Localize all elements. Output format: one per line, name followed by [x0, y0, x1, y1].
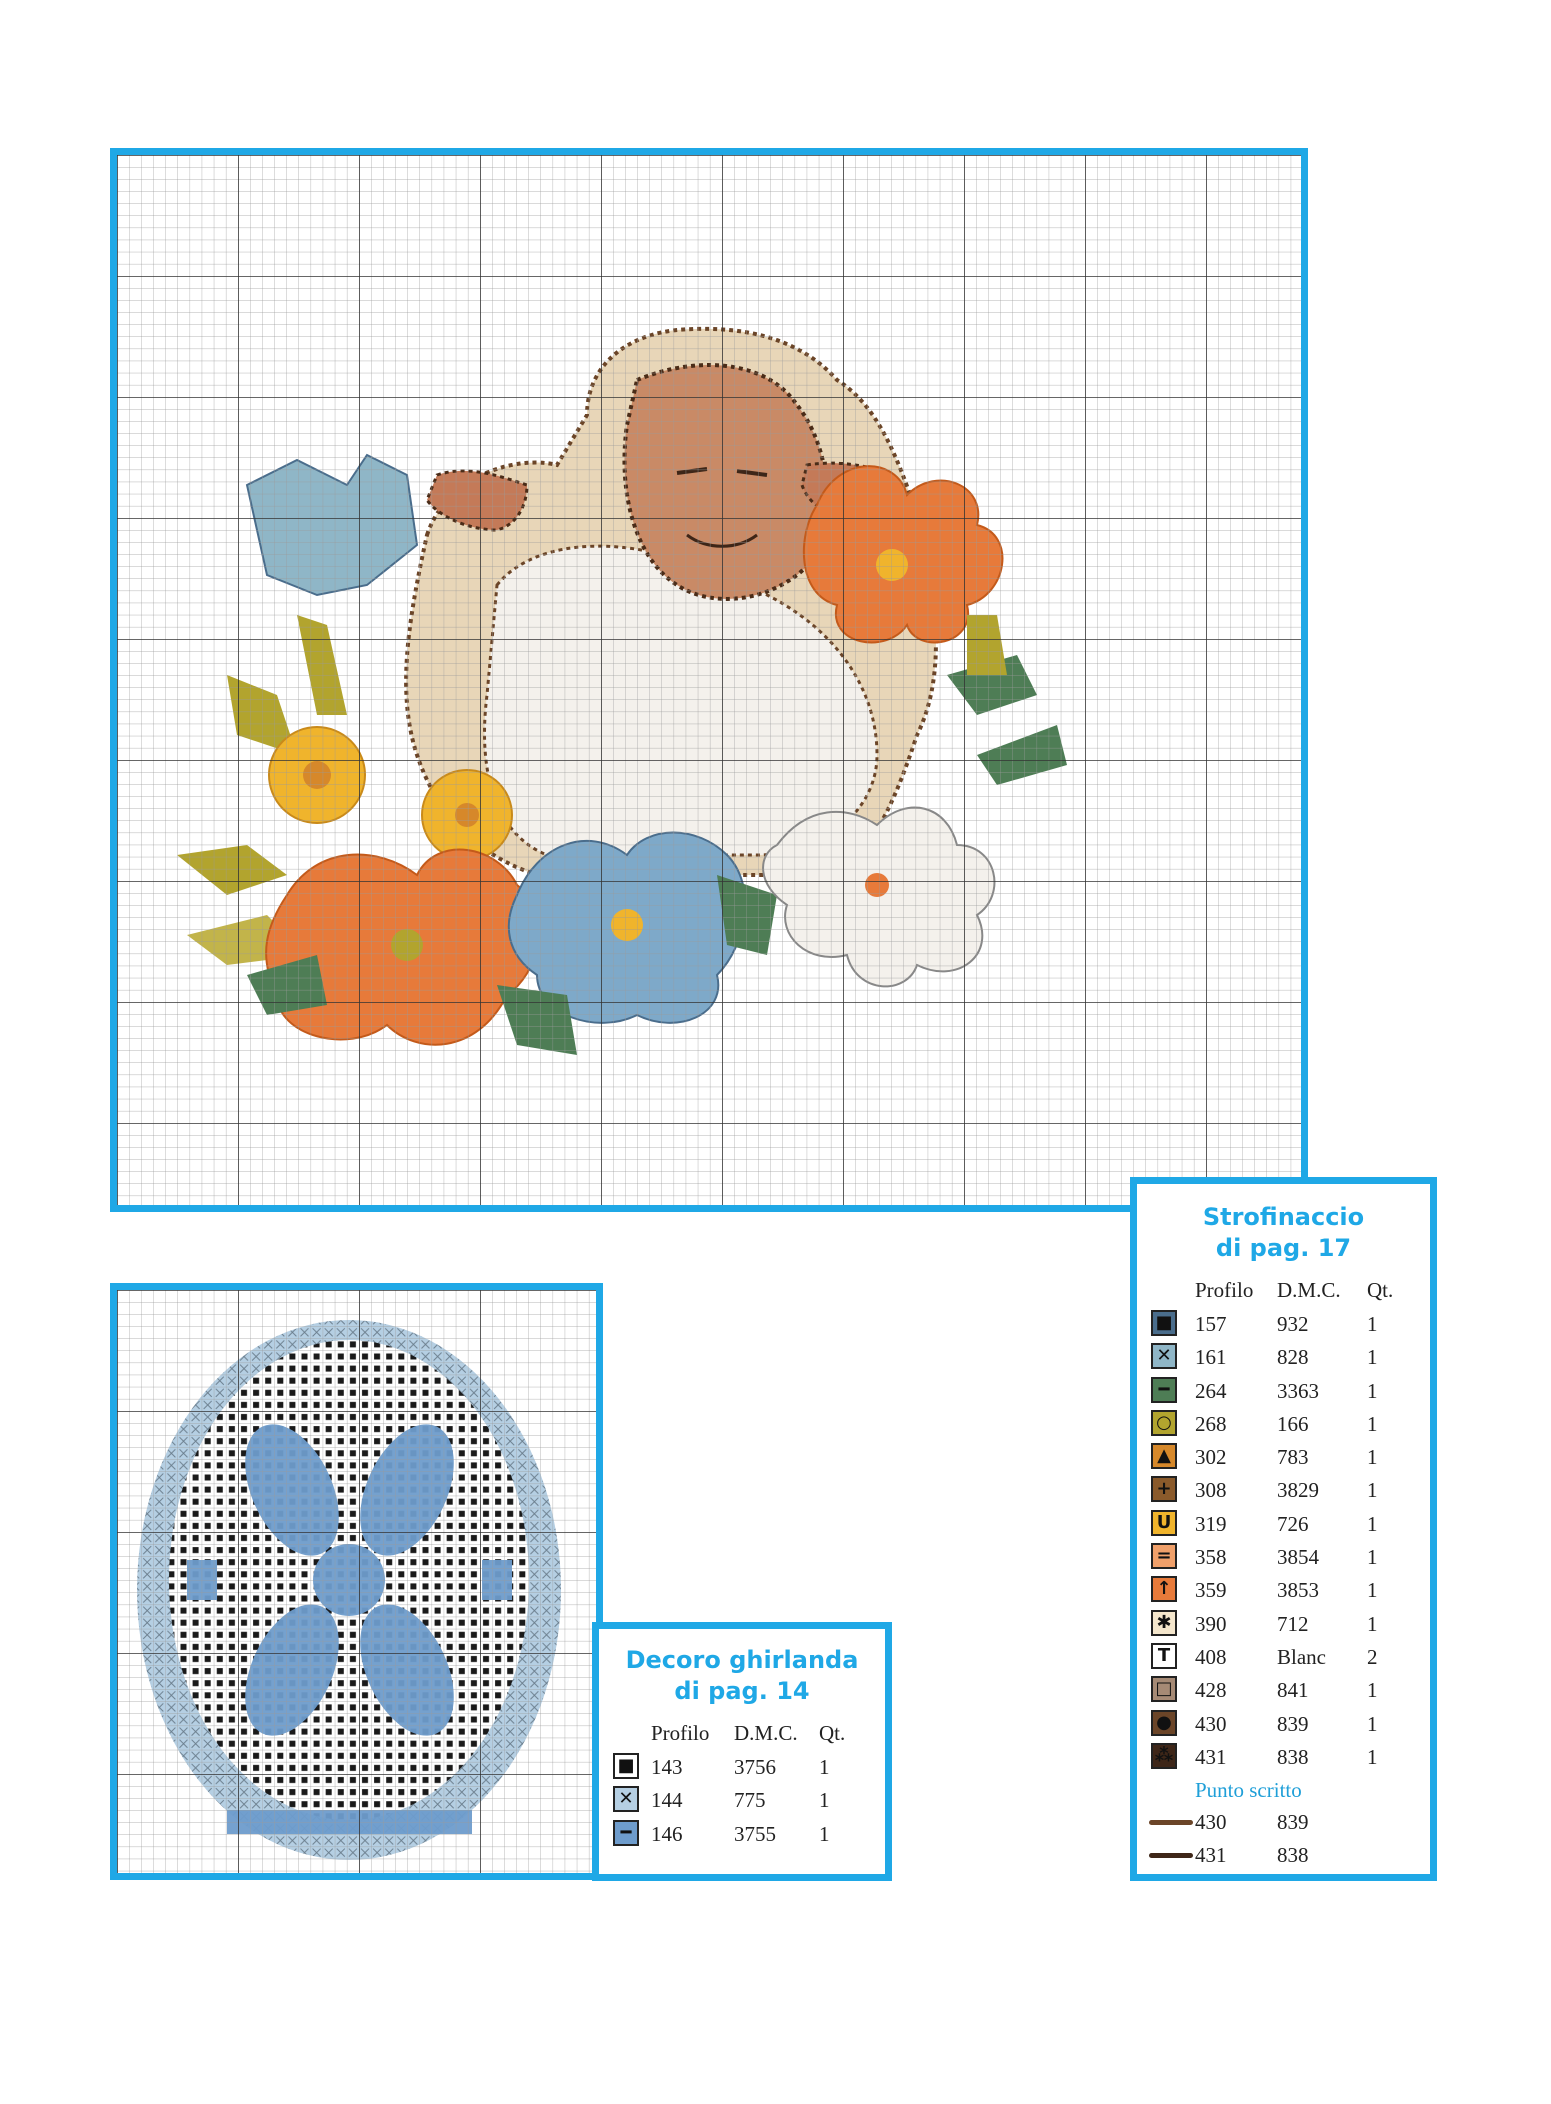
dot-icon: ● — [1151, 1710, 1177, 1736]
ghirlanda-title — [599, 1645, 885, 1707]
key-profilo: 359 — [1195, 1578, 1227, 1603]
triangle-icon: ▲ — [1151, 1443, 1177, 1469]
key-qt: 1 — [1367, 1711, 1378, 1736]
egg-chart-grid — [117, 1290, 596, 1873]
key-profilo: 144 — [651, 1788, 683, 1813]
key-dmc: Blanc — [1277, 1644, 1326, 1669]
dash-icon: ━ — [1151, 1377, 1177, 1403]
key-qt: 2 — [1367, 1644, 1378, 1669]
header-profilo: Profilo — [651, 1721, 710, 1745]
ghirlanda-key — [592, 1622, 892, 1881]
key-profilo: 268 — [1195, 1411, 1227, 1436]
key-dmc: 838 — [1277, 1744, 1309, 1769]
key-row — [1137, 1408, 1430, 1441]
key-profilo: 157 — [1195, 1312, 1227, 1336]
egg-chart — [110, 1283, 603, 1880]
key-dmc: 3756 — [734, 1755, 776, 1779]
header-profilo: Profilo — [1195, 1278, 1254, 1302]
key-row — [1137, 1741, 1430, 1774]
key-profilo: 431 — [1195, 1843, 1227, 1868]
header-dmc: D.M.C. — [734, 1721, 798, 1745]
filled-square-icon: ■ — [1151, 1310, 1177, 1336]
punto-scritto-row — [1137, 1839, 1430, 1872]
sheep-flowers-chart — [110, 148, 1308, 1212]
key-qt: 1 — [819, 1788, 830, 1813]
key-qt: 1 — [1367, 1345, 1378, 1370]
key-row — [599, 1818, 885, 1851]
key-profilo: 264 — [1195, 1378, 1227, 1403]
key-row — [1137, 1341, 1430, 1374]
strofinaccio-title-line1: Strofinaccio — [1202, 1203, 1365, 1231]
key-profilo: 430 — [1195, 1810, 1227, 1835]
key-row — [1137, 1375, 1430, 1408]
key-qt: 1 — [1367, 1312, 1378, 1336]
header-dmc: D.M.C. — [1277, 1278, 1341, 1302]
header-qt: Qt. — [1367, 1278, 1394, 1302]
key-row — [1137, 1474, 1430, 1507]
key-qt: 1 — [1367, 1678, 1378, 1703]
key-qt: 1 — [1367, 1744, 1378, 1769]
key-dmc: 726 — [1277, 1511, 1309, 1536]
key-profilo: 431 — [1195, 1744, 1227, 1769]
circle-icon: ○ — [1151, 1410, 1177, 1436]
key-row — [1137, 1541, 1430, 1574]
backstitch-line-icon — [1149, 1853, 1193, 1858]
hollow-square-icon: □ — [1151, 1676, 1177, 1702]
punto-scritto-row — [1137, 1806, 1430, 1839]
key-dmc: 839 — [1277, 1810, 1309, 1835]
key-qt: 1 — [1367, 1511, 1378, 1536]
ghirlanda-key-rows — [599, 1751, 885, 1851]
key-dmc: 3829 — [1277, 1478, 1319, 1503]
t-icon: T — [1151, 1643, 1177, 1669]
key-row — [1137, 1308, 1430, 1341]
dash-icon: ━ — [613, 1820, 639, 1846]
key-profilo: 146 — [651, 1821, 683, 1846]
asterisk-icon: ✱ — [1151, 1610, 1177, 1636]
key-row — [1137, 1441, 1430, 1474]
ghirlanda-title-line1: Decoro ghirlanda — [625, 1646, 859, 1674]
key-qt: 1 — [1367, 1445, 1378, 1470]
key-dmc: 3363 — [1277, 1378, 1319, 1403]
key-dmc: 3853 — [1277, 1578, 1319, 1603]
key-row — [1137, 1574, 1430, 1607]
key-dmc: 783 — [1277, 1445, 1309, 1470]
key-dmc: 839 — [1277, 1711, 1309, 1736]
key-row — [599, 1784, 885, 1817]
u-icon: U — [1151, 1510, 1177, 1536]
key-dmc: 166 — [1277, 1411, 1309, 1436]
header-qt: Qt. — [819, 1721, 846, 1745]
key-qt: 1 — [1367, 1545, 1378, 1570]
cross-icon: ✕ — [613, 1786, 639, 1812]
three-dots-icon: ⁂ — [1151, 1743, 1177, 1769]
key-profilo: 430 — [1195, 1711, 1227, 1736]
key-profilo: 143 — [651, 1755, 683, 1779]
backstitch-line-icon — [1149, 1820, 1193, 1825]
filled-square-icon: ■ — [613, 1753, 639, 1779]
punto-scritto-rows — [1137, 1806, 1430, 1873]
key-qt: 1 — [819, 1821, 830, 1846]
key-row — [1137, 1608, 1430, 1641]
strofinaccio-key-rows — [1137, 1308, 1430, 1774]
arrow-up-icon: ↑ — [1151, 1576, 1177, 1602]
ghirlanda-title-line2: di pag. 14 — [674, 1677, 810, 1705]
key-qt: 1 — [1367, 1578, 1378, 1603]
key-profilo: 319 — [1195, 1511, 1227, 1536]
key-qt: 1 — [1367, 1611, 1378, 1636]
key-dmc: 775 — [734, 1788, 766, 1813]
key-qt: 1 — [819, 1755, 830, 1779]
strofinaccio-title-line2: di pag. 17 — [1215, 1234, 1352, 1262]
strofinaccio-key — [1130, 1177, 1437, 1881]
key-profilo: 302 — [1195, 1445, 1227, 1470]
key-profilo: 408 — [1195, 1644, 1227, 1669]
key-qt: 1 — [1367, 1411, 1378, 1436]
ghirlanda-key-header — [599, 1717, 885, 1751]
key-row — [599, 1751, 885, 1784]
key-profilo: 308 — [1195, 1478, 1227, 1503]
key-row — [1137, 1674, 1430, 1707]
key-dmc: 3854 — [1277, 1545, 1319, 1570]
key-row — [1137, 1641, 1430, 1674]
cross-icon: ✕ — [1151, 1343, 1177, 1369]
key-dmc: 712 — [1277, 1611, 1309, 1636]
key-dmc: 841 — [1277, 1678, 1309, 1703]
key-qt: 1 — [1367, 1378, 1378, 1403]
key-profilo: 161 — [1195, 1345, 1227, 1370]
key-profilo: 358 — [1195, 1545, 1227, 1570]
key-qt: 1 — [1367, 1478, 1378, 1503]
key-profilo: 390 — [1195, 1611, 1227, 1636]
key-dmc: 3755 — [734, 1821, 776, 1846]
plus-icon: + — [1151, 1476, 1177, 1502]
key-dmc: 828 — [1277, 1345, 1309, 1370]
key-dmc: 932 — [1277, 1312, 1309, 1336]
key-row — [1137, 1508, 1430, 1541]
strofinaccio-key-header — [1137, 1274, 1430, 1308]
punto-scritto-label: Punto scritto — [1195, 1778, 1302, 1803]
strofinaccio-title — [1137, 1202, 1430, 1264]
equals-icon: = — [1151, 1543, 1177, 1569]
key-dmc: 838 — [1277, 1843, 1309, 1868]
key-profilo: 428 — [1195, 1678, 1227, 1703]
sheep-chart-grid — [117, 155, 1301, 1205]
key-row — [1137, 1708, 1430, 1741]
